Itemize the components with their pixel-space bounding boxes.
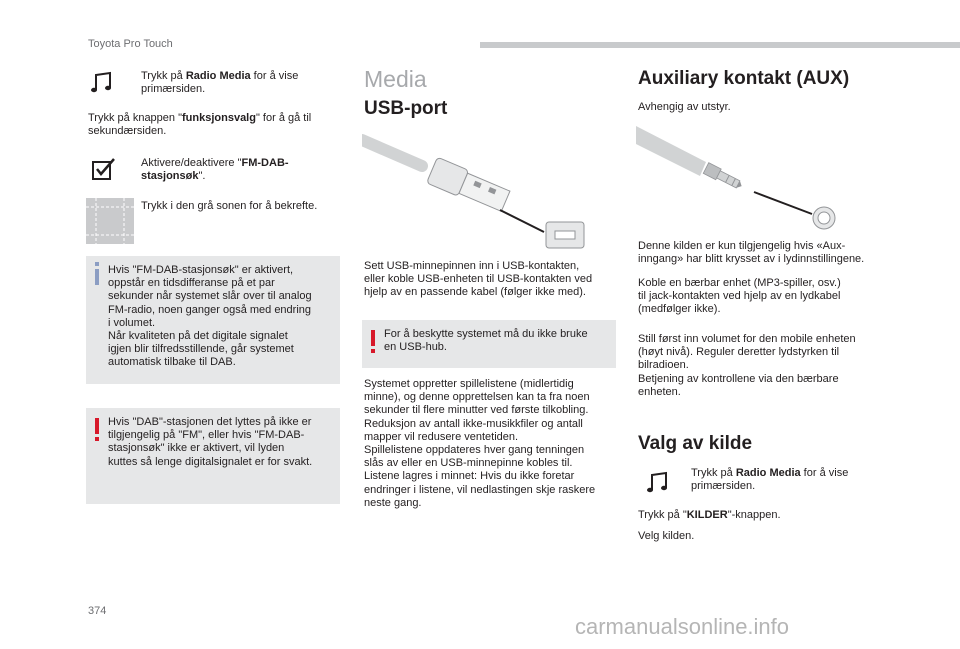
- usb-para1: Sett USB-minnepinnen inn i USB-kontakten, eller koble USB-enheten til USB-kontakten ved hjelp av en passende kabel (følger ikke med).: [364, 260, 593, 299]
- right-step2: Trykk på "KILDER"-knappen.: [638, 509, 781, 521]
- info-icon: [93, 262, 101, 286]
- aux-para1: Denne kilden er kun tilgjengelig hvis «Aux- inngang» har blitt krysset av i lydinnstillingene.: [638, 240, 865, 266]
- aux-para3: Still først inn volumet for den mobile enheten (høyt nivå). Reguler deretter lydstyrken til bilradioen. Betjening av kontrollene via den bærbare enheten.: [638, 333, 856, 398]
- header-bar: [480, 42, 960, 48]
- music-note-icon: [90, 70, 116, 94]
- watermark: carmanualsonline.info: [575, 614, 790, 639]
- warning-text: Hvis "DAB"-stasjonen det lyttes på ikke er tilgjengelig på "FM", eller hvis "FM-DAB- stasjonsøk" ikke er aktivert, vil lyden kuttes så lenge digitalsignalet er for svakt.: [108, 416, 313, 468]
- warning-icon: [369, 330, 377, 354]
- aux-para2: Koble en bærbar enhet (MP3-spiller, osv.) til jack-kontakten ved hjelp av en lydkabel (medfølger ikke).: [638, 277, 841, 316]
- left-step1: Trykk på Radio Media for å vise primærsiden.: [141, 70, 299, 96]
- usb-illustration: [362, 128, 590, 250]
- music-note-icon: [646, 470, 672, 494]
- heading-valg-av-kilde: Valg av kilde: [638, 433, 753, 454]
- warning-icon: [93, 418, 101, 442]
- page-number: 374: [88, 605, 107, 617]
- right-step3: Velg kilden.: [638, 530, 695, 542]
- left-step4: Trykk i den grå sonen for å bekrefte.: [141, 200, 318, 212]
- usb-para2: Systemet oppretter spillelistene (midlertidig minne), og denne opprettelsen kan ta fra noen sekunder til flere minutter ved første tilkobling. Reduksjon av antall ikke-musikkfiler og antall mapper vil redusere ventetiden. Spillelistene oppdateres hver gang tenningen slås av eller en USB-minnepinne kobles til. Listene lagres i minnet: Hvis du ikke foretar endringer i listene, vil nedlastingen skje raskere neste gang.: [364, 378, 596, 509]
- left-step3: Aktivere/deaktivere "FM-DAB- stasjonsøk".: [141, 157, 289, 183]
- info-note: [86, 256, 340, 384]
- usb-warning-text: For å beskytte systemet må du ikke bruke en USB-hub.: [384, 328, 588, 354]
- subheading-usb: USB-port: [364, 98, 448, 119]
- jack-illustration: [636, 122, 846, 230]
- section-heading-media: Media: [364, 66, 427, 92]
- checkbox-icon: [91, 156, 117, 182]
- aux-para0: Avhengig av utstyr.: [638, 101, 731, 113]
- left-step2: Trykk på knappen "funksjonsvalg" for å gå til sekundærsiden.: [88, 112, 312, 138]
- usb-warning-note: [362, 320, 616, 368]
- warning-note: [86, 408, 340, 504]
- heading-aux: Auxiliary kontakt (AUX): [638, 68, 850, 89]
- right-step1: Trykk på Radio Media for å vise primærsiden.: [691, 467, 849, 493]
- header-title: Toyota Pro Touch: [88, 38, 173, 50]
- grid-zone-icon: [86, 198, 134, 244]
- info-text: Hvis "FM-DAB-stasjonsøk" er aktivert, oppstår en tidsdifferanse på et par sekunder når systemet slår over til analog FM-radio, noen ganger også med endring i volumet. Når kvaliteten på det digitale signalet igjen blir tilfredsstillende, går systemet automatisk tilbake til DAB.: [108, 264, 312, 369]
